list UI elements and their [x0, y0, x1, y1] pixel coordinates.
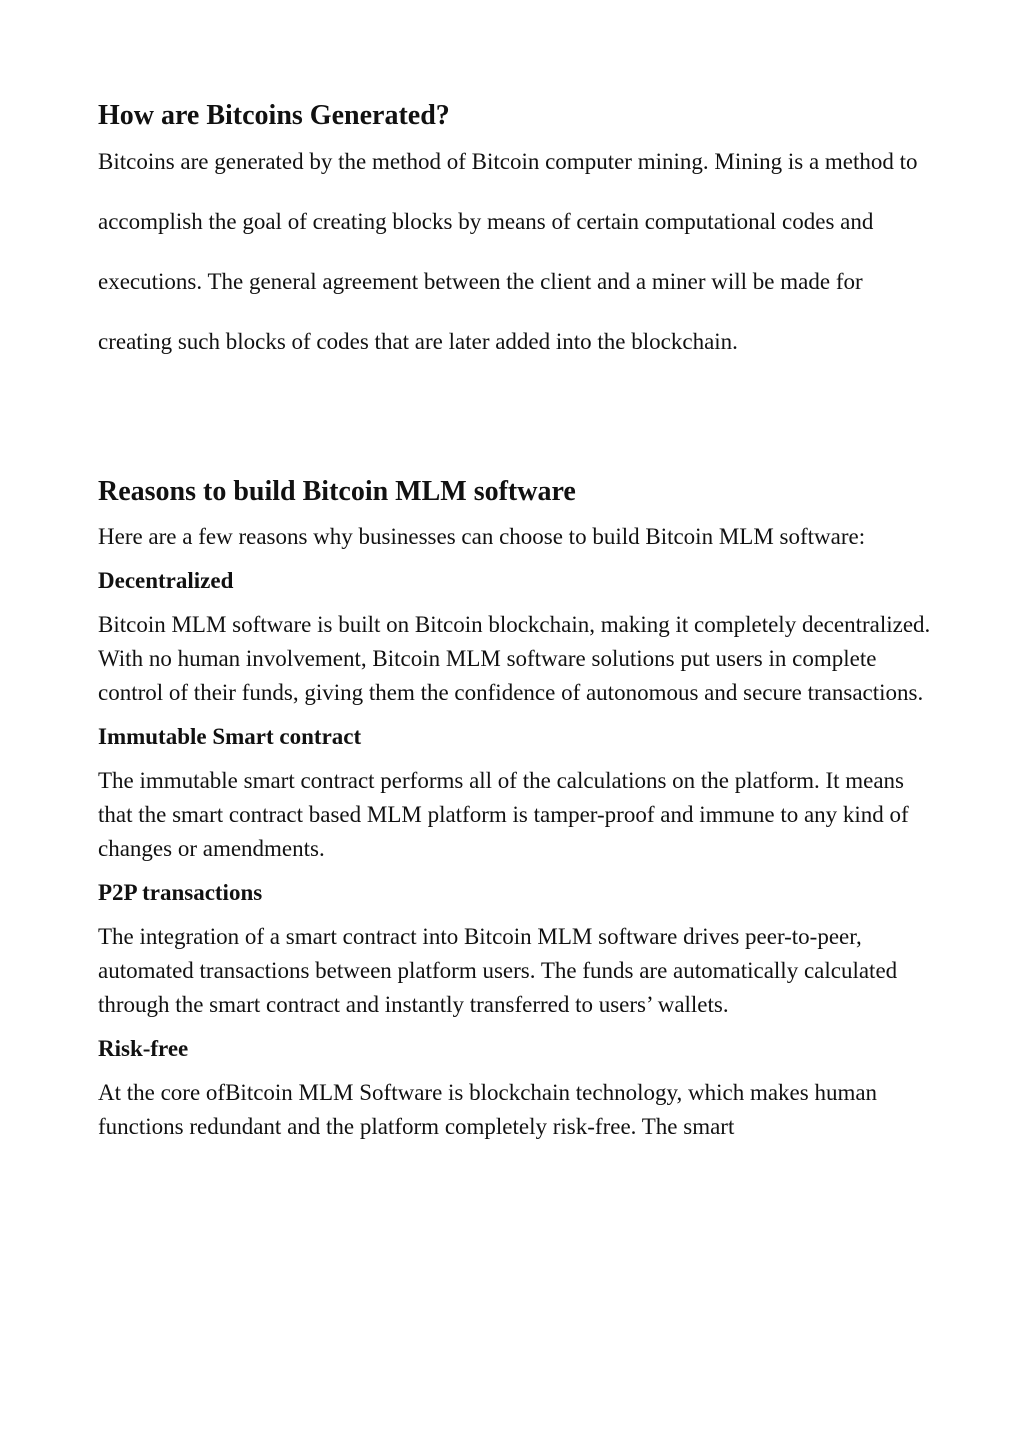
paragraph-bitcoin-generation: Bitcoins are generated by the method of Bitcoin computer mining. Mining is a method to accomplish the goal of creating blocks by means of certain computational codes and executions. The general agreement between the client and a miner will be made for creating such blocks of codes that are later added into the blockchain. [98, 149, 918, 354]
page-content [98, 98, 938, 1144]
paragraph-reasons-intro: Here are a few reasons why businesses can choose to build Bitcoin MLM software: [98, 524, 866, 549]
section-title-reasons: Reasons to build Bitcoin MLM software [98, 476, 576, 507]
subheading-p2p-transactions: P2P transactions [98, 880, 263, 905]
paragraph-immutable-smart-contract: The immutable smart contract performs all of the calculations on the platform. It means that the smart contract based MLM platform is tamper-proof and immune to any kind of changes or amendments. [98, 768, 909, 861]
subheading-risk-free: Risk-free [98, 1036, 189, 1061]
subheading-decentralized: Decentralized [98, 568, 234, 593]
subheading-immutable-smart-contract: Immutable Smart contract [98, 724, 362, 749]
paragraph-risk-free: At the core ofBitcoin MLM Software is blockchain technology, which makes human functions redundant and the platform completely risk-free. The smart [98, 1080, 878, 1139]
paragraph-decentralized: Bitcoin MLM software is built on Bitcoin blockchain, making it completely decentralized. With no human involvement, Bitcoin MLM software solutions put users in complete control of their funds, giving them the confidence of autonomous and secure transactions. [98, 612, 931, 705]
section-title-bitcoin-generation: How are Bitcoins Generated? [98, 100, 450, 131]
paragraph-p2p-transactions: The integration of a smart contract into Bitcoin MLM software drives peer-to-peer, automated transactions between platform users. The funds are automatically calculated through the smart contract and instantly transferred to users’ wallets. [98, 924, 898, 1017]
